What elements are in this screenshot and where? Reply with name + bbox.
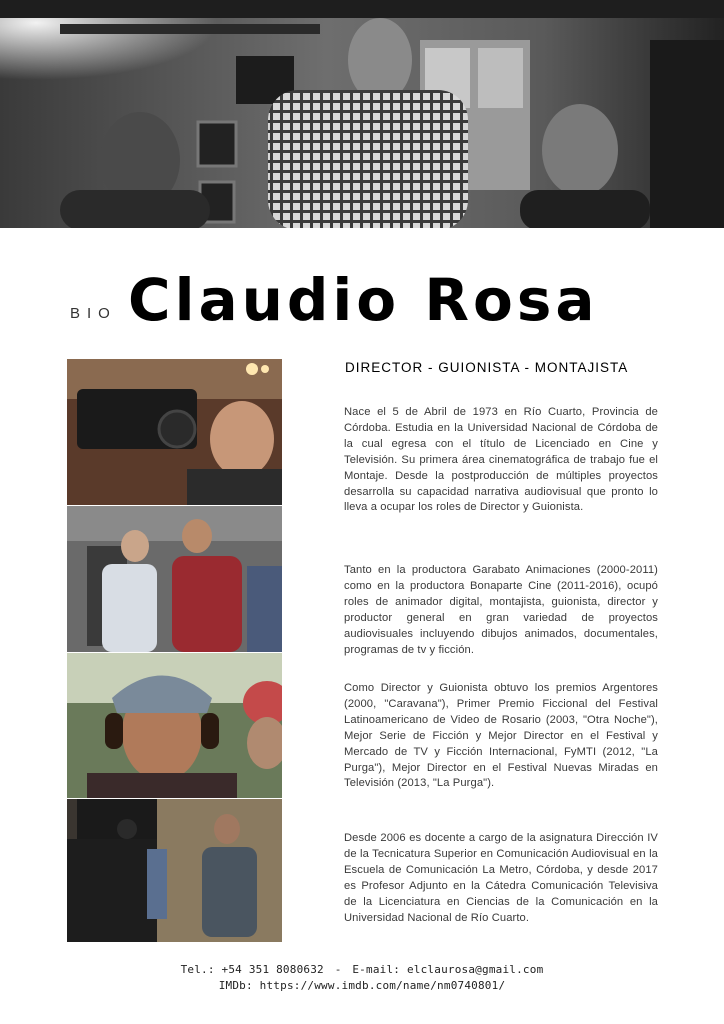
- header-photo: [0, 0, 724, 228]
- photo-strip: [67, 359, 282, 942]
- tel-value[interactable]: +54 351 8080632: [221, 963, 324, 976]
- email-label: E-mail:: [352, 963, 401, 976]
- imdb-line: [0, 978, 724, 994]
- photo-on-set: [67, 506, 282, 652]
- bio-paragraph: Como Director y Guionista obtuvo los premios Argentores (2000, "Caravana"), Primer Premio Ficcional del Festival Latinoamericano de Video de Rosario (2003, "Otra Noche"), Mejor Serie de Ficción y Mejor Director en el Festival y Mercado de TV y Ficción Internacional, FyMTI (2012, "La Purga"), Mejor Director en el Festival Nuevas Miradas en Televisión (2013, "La Purga").: [344, 682, 658, 790]
- photo-camera-operator: [67, 359, 282, 505]
- tel-label: Tel.:: [180, 963, 215, 976]
- email-link[interactable]: elclaurosa@gmail.com: [406, 963, 544, 976]
- contact-footer: [0, 962, 724, 994]
- contact-line: [0, 962, 724, 978]
- photo-headphones: [67, 653, 282, 798]
- bio-paragraph: Nace el 5 de Abril de 1973 en Río Cuarto, Provincia de Córdoba. Estudia en la Universidad Nacional de Córdoba de la cual egresa con el título de Licenciado en Cine y Televisión. Su primera área cinematográfica de trabajo fue el Montaje. Desde la postproducción de múltiples proyectos desarrolla su capacidad narrativa audiovisual que pronto lo lleva a ocupar los roles de Director y Guionista.: [344, 406, 658, 514]
- first-name: Claudio: [128, 266, 401, 334]
- imdb-link[interactable]: https://www.imdb.com/name/nm0740801/: [259, 979, 506, 992]
- imdb-label: IMDb:: [218, 979, 253, 992]
- separator: -: [334, 963, 342, 976]
- last-name: Rosa: [424, 266, 599, 334]
- photo-director-gesture: [67, 799, 282, 942]
- bio-label: BIO: [70, 305, 117, 322]
- page-title: [128, 266, 599, 334]
- roles-heading: DIRECTOR - GUIONISTA - MONTAJISTA: [345, 360, 629, 375]
- bio-paragraph: Desde 2006 es docente a cargo de la asignatura Dirección IV de la Tecnicatura Superior en Comunicación Audiovisual en la Escuela de Comunicación La Metro, Córdoba, y desde 2017 es Profesor Adjunto en la Cátedra Comunicación Televisiva de la Licenciatura en Ciencias de la Comunicación en la Universidad Nacional de Río Cuarto.: [344, 832, 658, 924]
- bio-paragraph: Tanto en la productora Garabato Animaciones (2000-2011) como en la productora Bonaparte Cine (2011-2016), ocupó roles de animador digital, montajista, guionista, director y productor general en gran variedad de proyectos audiovisuales incluyendo dibujos animados, documentales, programas de tv y ficción.: [344, 564, 658, 656]
